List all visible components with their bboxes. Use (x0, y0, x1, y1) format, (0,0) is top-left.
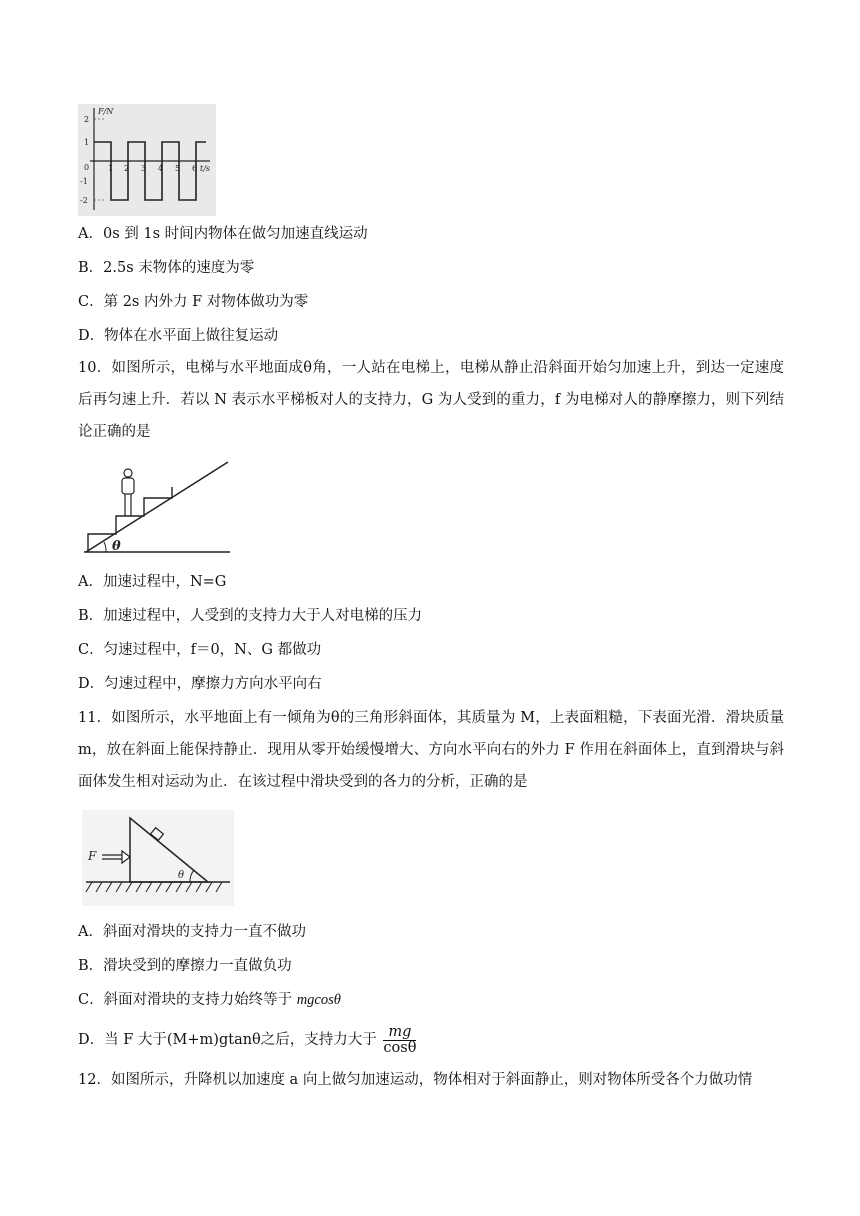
q11-option-d (78, 1022, 416, 1058)
q10-option-b: B．加速过程中，人受到的支持力大于人对电梯的压力 (78, 608, 423, 624)
y-tick-2: 2 (84, 115, 90, 124)
q10-option-a: A．加速过程中，N=G (78, 574, 227, 590)
x-tick-1: 1 (108, 164, 114, 173)
x-axis-label: t/s (200, 164, 211, 173)
y-tick-neg1: -1 (80, 177, 88, 186)
q9-option-a: A．0s 到 1s 时间内物体在做匀加速直线运动 (78, 226, 368, 242)
q10-option-c: C．匀速过程中，f＝0，N、G 都做功 (78, 642, 322, 658)
q11-option-c-text: C．斜面对滑块的支持力始终等于 (78, 992, 297, 1008)
x-tick-3: 3 (141, 164, 147, 173)
y-tick-neg2: -2 (80, 196, 88, 205)
x-tick-4: 4 (158, 164, 164, 173)
wedge-figure (82, 810, 234, 906)
q11-option-b: B．滑块受到的摩擦力一直做负功 (78, 958, 292, 974)
force-time-graph (78, 104, 216, 216)
force-label: F (88, 849, 97, 863)
angle-label: θ (178, 870, 185, 881)
fraction-denominator: cosθ (383, 1039, 417, 1056)
q11-option-c (78, 990, 341, 1010)
q11-option-a: A．斜面对滑块的支持力一直不做功 (78, 924, 306, 940)
q9-option-c: C．第 2s 内外力 F 对物体做功为零 (78, 294, 309, 310)
q11-stem: 11．如图所示，水平地面上有一倾角为θ的三角形斜面体，其质量为 M，上表面粗糙，下表面光滑．滑块质量 m，放在斜面上能保持静止．现用从零开始缓慢增大、方向水平向右的外力 F 作用在斜面体上，直到滑块与斜面体发生相对运动为止．在该过程中滑块受到的各力的分析，正确的是 (78, 710, 784, 790)
q9-option-d: D．物体在水平面上做往复运动 (78, 328, 279, 344)
q9-option-b: B．2.5s 末物体的速度为零 (78, 260, 255, 276)
origin-label: 0 (84, 163, 90, 172)
y-tick-1: 1 (84, 138, 90, 147)
x-tick-2: 2 (124, 164, 130, 173)
q10-stem: 10．如图所示，电梯与水平地面成θ角，一人站在电梯上，电梯从静止沿斜面开始匀加速上升，到达一定速度后再匀速上升．若以 N 表示水平梯板对人的支持力，G 为人受到的重力，f 为电梯对人的静摩擦力，则下列结论正确的是 (78, 360, 784, 440)
q11-option-d-text: D．当 F 大于(M+m)gtanθ之后，支持力大于 (78, 1032, 382, 1048)
q12-stem: 12．如图所示，升降机以加速度 a 向上做匀加速运动，物体相对于斜面静止，则对物体所受各个力做功情 (78, 1072, 753, 1088)
escalator-figure (82, 458, 232, 558)
y-axis-label: F/N (98, 107, 114, 116)
q11-option-d-fraction (383, 1025, 416, 1056)
x-tick-5: 5 (175, 164, 181, 173)
q10-option-d: D．匀速过程中，摩擦力方向水平向右 (78, 676, 322, 692)
fraction-numerator: mg (383, 1025, 416, 1041)
theta-label: θ (112, 539, 121, 554)
q11-option-c-expr: mgcosθ (296, 992, 341, 1008)
x-tick-6: 6 (192, 164, 198, 173)
